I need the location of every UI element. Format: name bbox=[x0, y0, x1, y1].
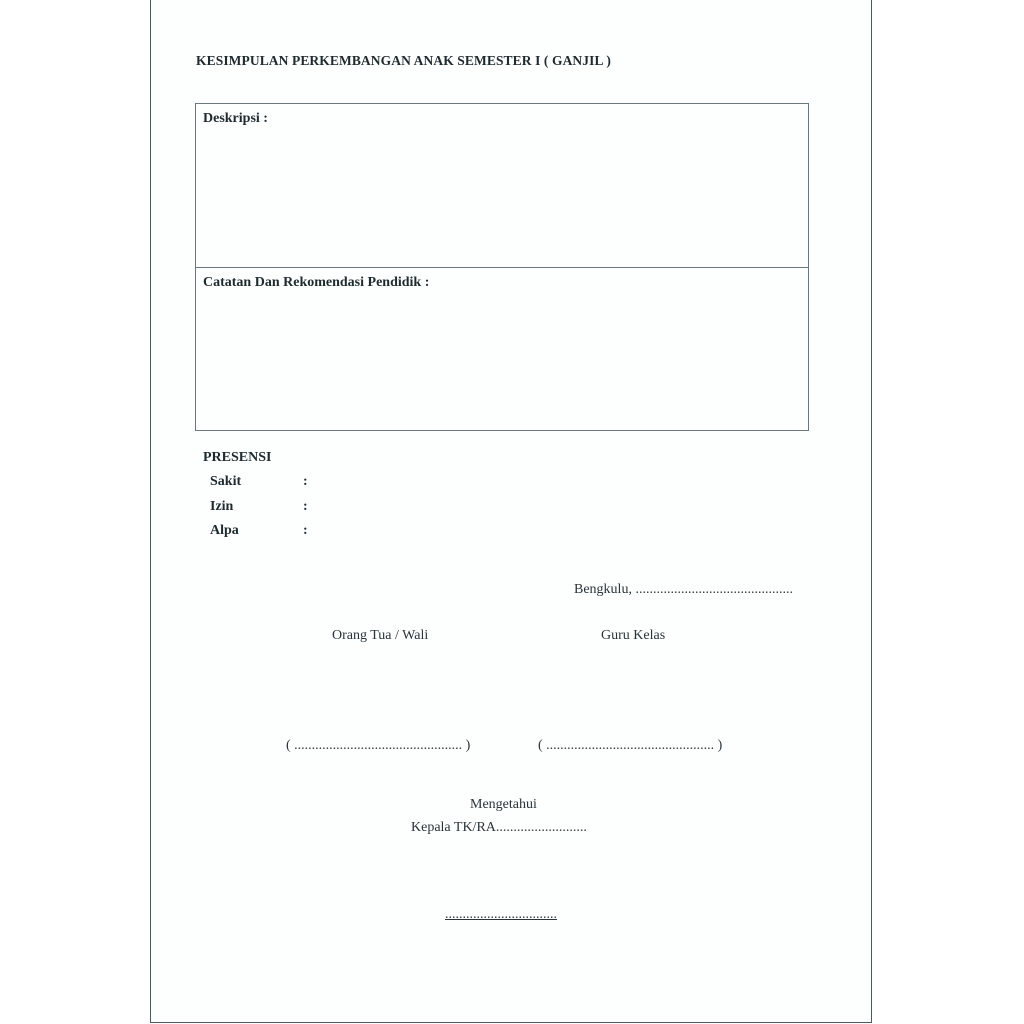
teacher-label: Guru Kelas bbox=[601, 628, 666, 643]
attendance-row-alpa bbox=[210, 523, 308, 539]
deskripsi-label: Deskripsi : bbox=[203, 111, 268, 126]
deskripsi-box bbox=[195, 103, 809, 268]
attendance-label: Izin bbox=[210, 499, 234, 514]
head-label: Kepala TK/RA.......................... bbox=[411, 820, 587, 835]
place-date-line: Bengkulu, ............................................. bbox=[574, 582, 793, 597]
attendance-colon: : bbox=[303, 499, 308, 514]
attendance-label: Alpa bbox=[210, 523, 239, 538]
attendance-colon: : bbox=[303, 523, 308, 538]
catatan-box bbox=[195, 267, 809, 431]
document-title: KESIMPULAN PERKEMBANGAN ANAK SEMESTER I ( GANJIL ) bbox=[196, 53, 611, 68]
parent-label: Orang Tua / Wali bbox=[332, 628, 429, 643]
head-signature-line: ................................ bbox=[445, 907, 557, 922]
parent-signature-line: ( ................................................ ) bbox=[286, 738, 471, 753]
attendance-colon: : bbox=[303, 474, 308, 489]
presensi-title: PRESENSI bbox=[203, 450, 272, 465]
teacher-signature-line: ( ................................................ ) bbox=[538, 738, 723, 753]
catatan-label: Catatan Dan Rekomendasi Pendidik : bbox=[203, 275, 430, 290]
acknowledge-label: Mengetahui bbox=[470, 797, 537, 812]
attendance-label: Sakit bbox=[210, 474, 242, 489]
attendance-row-izin bbox=[210, 499, 308, 515]
attendance-row-sakit bbox=[210, 474, 308, 490]
